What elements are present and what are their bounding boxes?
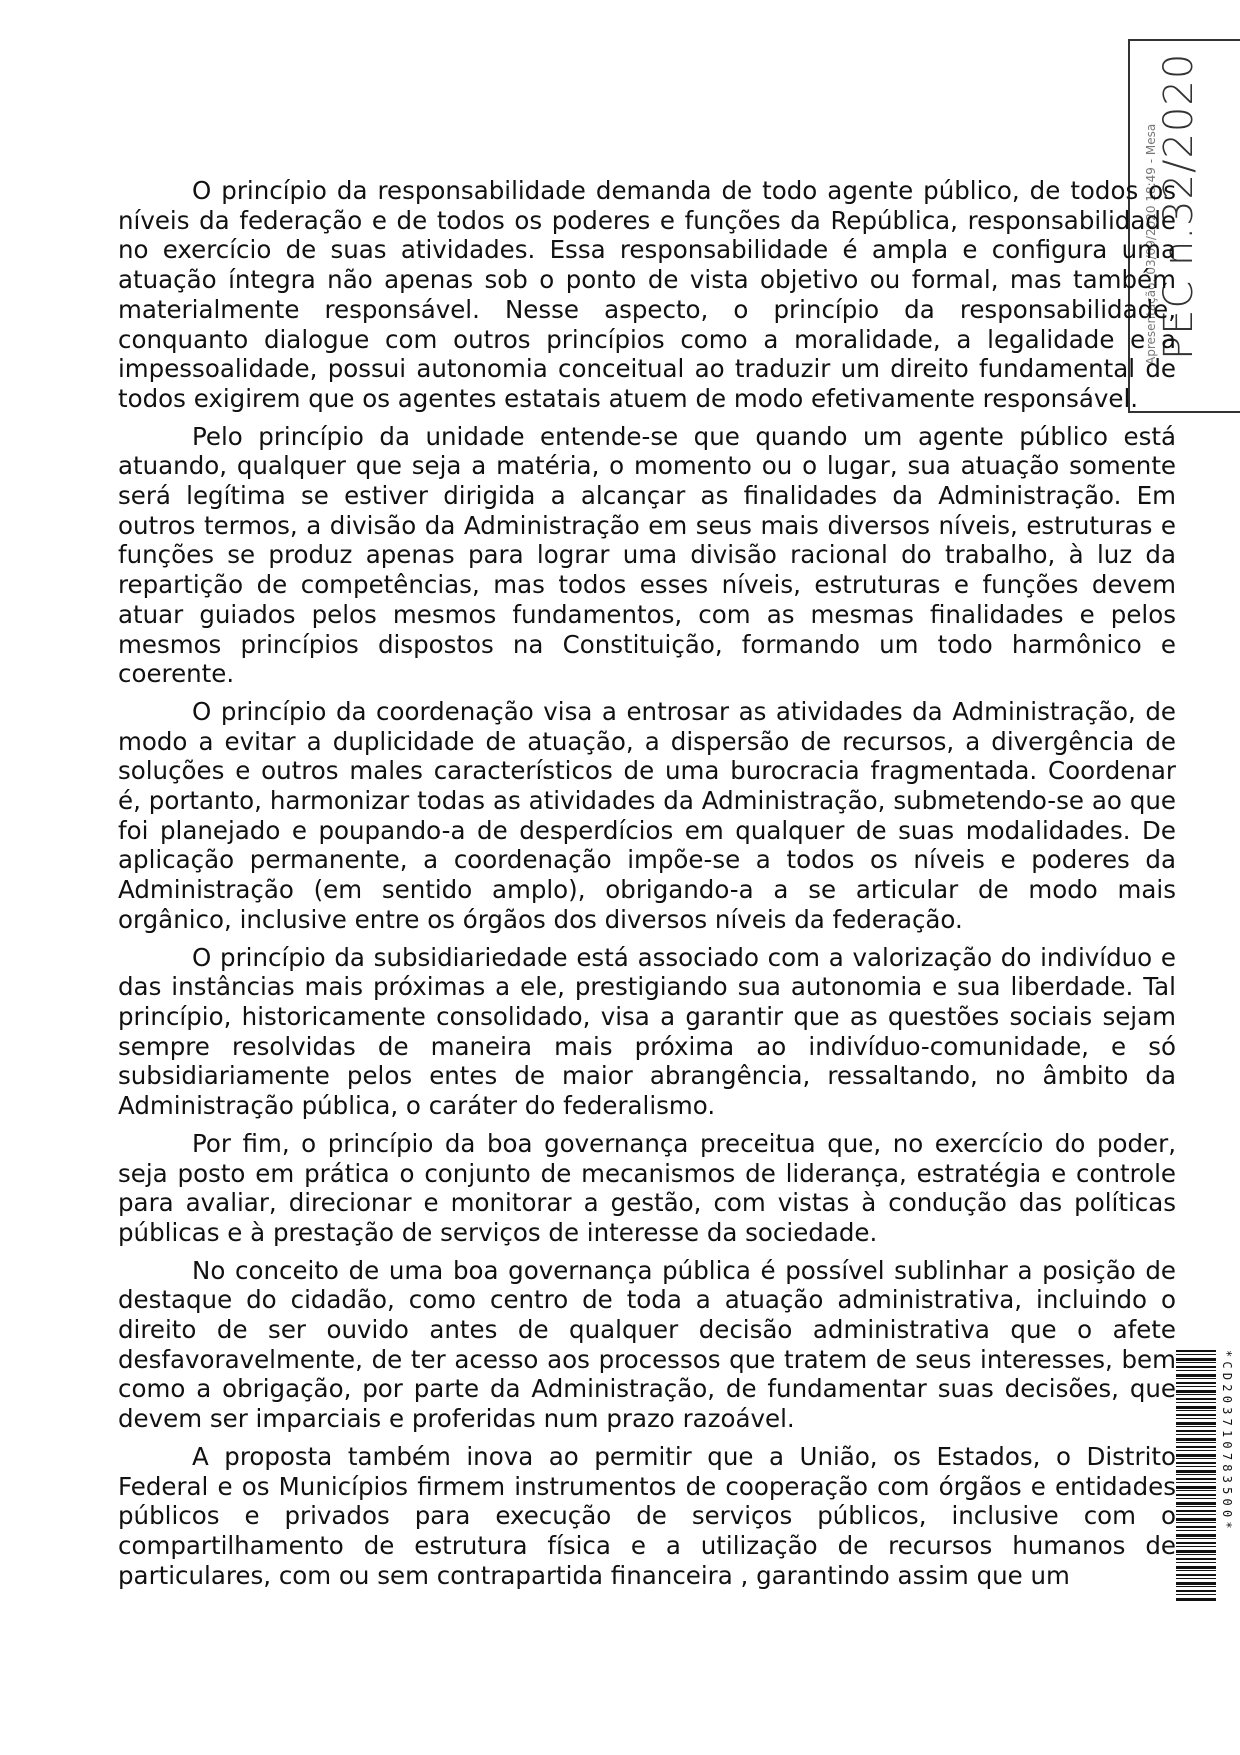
paragraph-unidade: Pelo princípio da unidade entende-se que quando um agente público está atuando, qualquer que seja a matéria, o momento ou o lugar, sua atuação somente será legítima se estiver dirigida a alcançar as finalidades da Administração. Em outros termos, a divisão da Administração em seus mais diversos níveis, estruturas e funções se produz apenas para lograr uma divisão racional do trabalho, à luz da repartição de competências, mas todos esses níveis, estruturas e funções devem atuar guiados pelos mesmos fundamentos, com as mesmas finalidades e pelos mesmos princípios dispostos na Constituição, formando um todo harmônico e coerente. <box>118 421 1176 689</box>
paragraph-governanca-publica: No conceito de uma boa governança pública é possível sublinhar a posição de destaque do cidadão, como centro de toda a atuação administrativa, incluindo o direito de ser ouvido antes de qualquer decisão administrativa que o afete desfavoravelmente, de ter acesso aos processos que tratem de seus interesses, bem como a obrigação, por parte da Administração, de fundamentar suas decisões, que devem ser imparciais e proferidas num prazo razoável. <box>118 1255 1176 1434</box>
stamp-code: PEC n.32/2020 <box>1156 52 1202 360</box>
barcode <box>1176 1350 1216 1602</box>
paragraph-cooperacao: A proposta também inova ao permitir que a União, os Estados, o Distrito Federal e os Municípios firmem instrumentos de cooperação com órgãos e entidades públicos e privados para execução de serviços públicos, inclusive com o compartilhamento de estrutura física e a utilização de recursos humanos de particulares, com ou sem contrapartida financeira , garantindo assim que um <box>118 1441 1176 1590</box>
paragraph-responsabilidade: O princípio da responsabilidade demanda de todo agente público, de todos os níveis da federação e de todos os poderes e funções da República, responsabilidade no exercício de suas atividades. Essa responsabilidade é ampla e configura uma atuação íntegra não apenas sob o ponto de vista objetivo ou formal, mas também materialmente responsável. Nesse aspecto, o princípio da responsabilidade, conquanto dialogue com outros princípios como a moralidade, a legalidade e a impessoalidade, possui autonomia conceitual ao traduzir um direito fundamental de todos exigirem que os agentes estatais atuem de modo efetivamente responsável. <box>118 176 1176 413</box>
paragraph-boa-governanca: Por fim, o princípio da boa governança preceitua que, no exercício do poder, seja posto em prática o conjunto de mecanismos de liderança, estratégia e controle para avaliar, direcionar e monitorar a gestão, com vistas à condução das políticas públicas e à prestação de serviços de interesse da sociedade. <box>118 1128 1176 1247</box>
stamp-date-line: Apresentação: 03/09/2020 18:49 - Mesa <box>1144 123 1158 365</box>
paragraph-coordenacao: O princípio da coordenação visa a entrosar as atividades da Administração, de modo a evitar a duplicidade de atuação, a dispersão de recursos, a divergência de soluções e outros males característicos de uma burocracia fragmentada. Coordenar é, portanto, harmonizar todas as atividades da Administração, submetendo-se ao que foi planejado e poupando-a de desperdícios em qualquer de suas modalidades. De aplicação permanente, a coordenação impõe-se a todos os níveis e poderes da Administração (em sentido amplo), obrigando-a a se articular de modo mais orgânico, inclusive entre os órgãos dos diversos níveis da federação. <box>118 696 1176 934</box>
document-body <box>118 176 1176 1598</box>
paragraph-subsidiariedade: O princípio da subsidiariedade está associado com a valorização do indivíduo e das instâncias mais próximas a ele, prestigiando sua autonomia e sua liberdade. Tal princípio, historicamente consolidado, visa a garantir que as questões sociais sejam sempre resolvidas de maneira mais próxima ao indivíduo-comunidade, e só subsidiariamente pelos entes de maior abrangência, ressaltando, no âmbito da Administração pública, o caráter do federalismo. <box>118 942 1176 1121</box>
barcode-text: *CD203710783500* <box>1220 1350 1234 1533</box>
